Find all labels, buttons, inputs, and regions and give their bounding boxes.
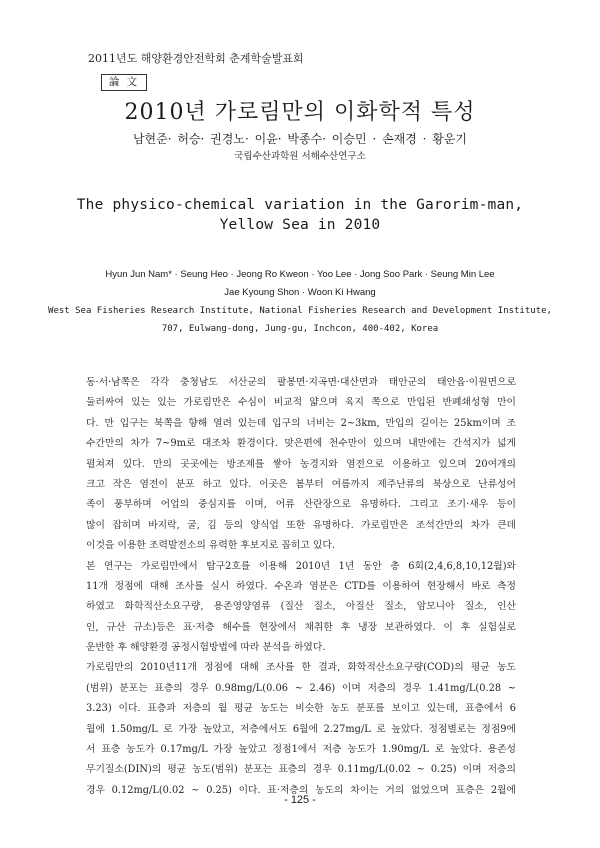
- body-line: 다. 만 입구는 북쪽을 향해 열려 있는데 입구의 너비는 2~3km, 만입의 길이는 25km이며 조: [86, 417, 516, 429]
- body-line: 동·서·남쪽은 각각 충청남도 서산군의 팔봉면·지곡면·대산면과 태안군의 태안읍·이원면으로: [86, 377, 516, 388]
- body-line: 족이 풍부하며 어업의 중심지를 이며, 어류 산란장으로 유명하다. 그리고 조기·새우 등이: [86, 499, 516, 511]
- authors-korean: 남현준· 허승· 권경노· 이윤· 박종수· 이승민 · 손재경 · 황운기: [132, 132, 468, 146]
- body-line: 많이 잡히며 바지락, 굴, 김 등의 양식업 또한 유명하다. 가로림만은 조석간만의 차가 큰데: [86, 519, 516, 531]
- body-line: 11개 정점에 대해 조사를 실시 하였다. 수온과 염분은 CTD를 이용하여 현장해서 바로 측정: [86, 580, 516, 592]
- body-line: 경우 0.12mg/L(0.02 ~ 0.25) 이다. 표·저층의 농도의 차이는 거의 없었으며 표층은 2월에: [86, 784, 516, 796]
- body-line: (범위) 분포는 표층의 경우 0.98mg/L(0.06 ~ 2.46) 이며 저층의 경우 1.41mg/L(0.28 ~: [86, 682, 516, 694]
- affiliation-english: [0, 302, 600, 338]
- title-english: [0, 195, 600, 235]
- conference-header: 2011년도 해양환경안전학회 춘계학술발표회: [88, 52, 304, 65]
- title-korean: 2010년 가로림만의 이화학적 특성: [124, 100, 476, 125]
- body-line: 하였고 화학적산소요구량, 용존영양염류 (질산 질소, 아질산 질소, 암모니아 질소, 인산: [86, 601, 516, 613]
- body-line: 3.23) 이다. 표층과 저층의 월 평균 농도는 비슷한 농도 분포를 보이고 있는데, 표층에서 6: [86, 703, 516, 715]
- body-line: 월에 1.50mg/L 로 가장 높았고, 저층에서도 6월에 2.27mg/L 로 높았다. 정점별로는 정점9에: [86, 723, 516, 735]
- body-line: 운반한 후 해양환경 공정시험방법에 따라 분석을 하였다.: [86, 642, 326, 654]
- body-line: 가로림만의 2010년11개 정점에 대해 조사를 한 결과, 화학적산소요구량(COD)의 평균 농도: [86, 662, 516, 674]
- title-english-line-2: Yellow Sea in 2010: [219, 217, 381, 233]
- affiliation-english-line-1: West Sea Fisheries Research Institute, National Fisheries Research and Development Institute,: [48, 306, 552, 316]
- body-line: 본 연구는 가로림만에서 탐구2호를 이용해 2010년 1년 동안 총 6회(2,4,6,8,10,12월)와: [86, 560, 516, 572]
- paper-type-label: 論 文: [101, 74, 147, 91]
- body-line: 펼쳐져 있다. 만의 곳곳에는 방조제를 쌓아 농경지와 염전으로 이용하고 있으며 20여개의: [86, 458, 516, 470]
- body-line: 수간만의 차가 7~9m로 대조차 환경이다. 맞은편에 천수만이 있으며 내만에는 간석지가 넓게: [86, 438, 516, 450]
- authors-english-line-2: Jae Kyoung Shon · Woon Ki Hwang: [224, 287, 376, 298]
- body-line: 서 표층 농도가 0.17mg/L 가장 높았고 정점1에서 저층 농도가 1.90mg/L 로 높았다. 용존성: [86, 744, 516, 756]
- body-line: 이것을 이용한 조력발전소의 유력한 후보지로 꼽히고 있다.: [86, 540, 335, 552]
- body-line: 무기질소(DIN)의 평균 농도(범위) 분포는 표층의 경우 0.11mg/L(0.02 ~ 0.25) 이며 저층의: [86, 764, 516, 776]
- authors-english-line-1: Hyun Jun Nam* · Seung Heo · Jeong Ro Kweon · Yoo Lee · Jong Soo Park · Seung Min Lee: [105, 269, 495, 280]
- affiliation-english-line-2: 707, Eulwang-dong, Jung-gu, Inchcon, 400-402, Korea: [161, 324, 439, 334]
- body-line: 크고 작은 염전이 분포 하고 있다. 이곳은 봄부터 여름까지 제주난류의 북상으로 난류성어: [86, 478, 516, 490]
- authors-english: [0, 266, 600, 302]
- title-english-line-1: The physico-chemical variation in the Garorim-man,: [76, 197, 524, 213]
- body-line: 둘러싸여 있는 있는 가로림만은 수심이 비교적 얇으며 육지 쪽으로 만입된 반폐쇄성형 만이: [86, 397, 516, 409]
- body-text: [86, 373, 516, 801]
- affiliation-korean: 국립수산과학원 서해수산연구소: [234, 151, 366, 162]
- page-number: - 125 -: [284, 794, 316, 806]
- body-line: 인, 규산 규소)등은 표·저층 해수를 현장에서 채취한 후 냉장 보관하였다. 이 후 실험실로: [86, 621, 516, 633]
